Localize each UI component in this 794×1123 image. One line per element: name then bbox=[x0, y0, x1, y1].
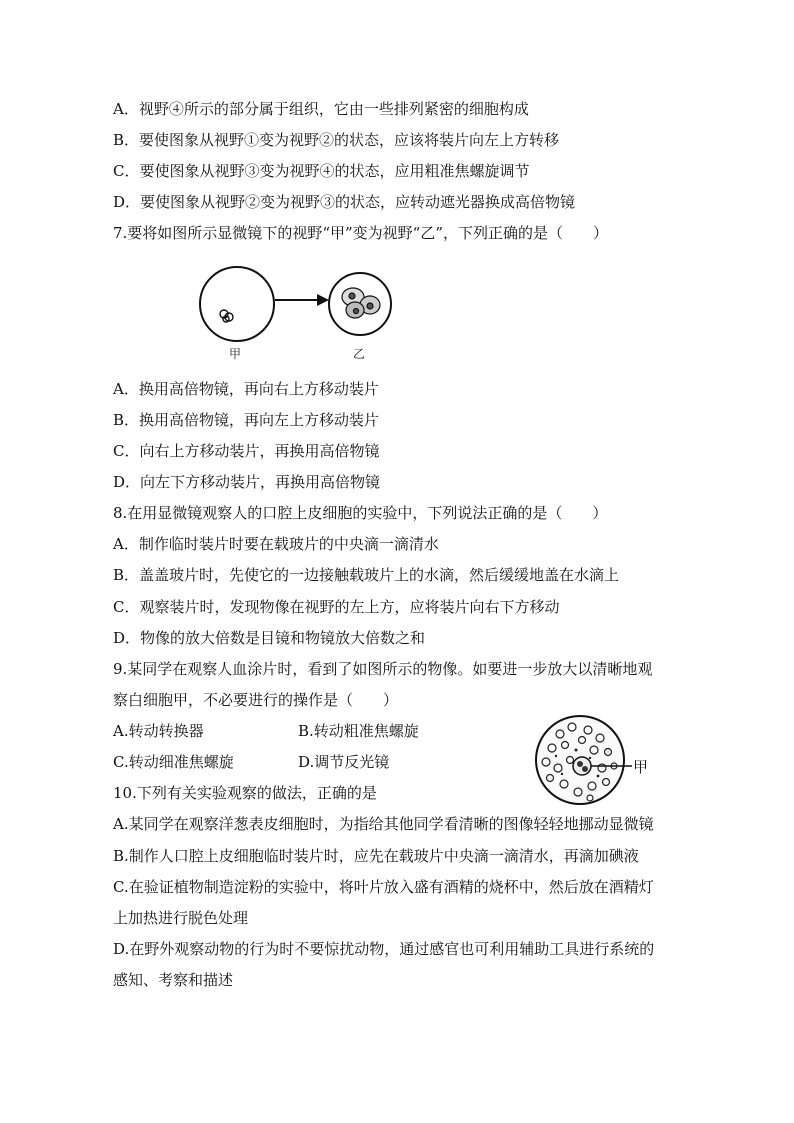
q6-option-a: A．视野④所示的部分属于组织，它由一些排列紧密的细胞构成 bbox=[113, 100, 529, 118]
q8-stem: 8.在用显微镜观察人的口腔上皮细胞的实验中，下列说法正确的是（ ） bbox=[113, 504, 608, 522]
q7-stem: 7.要将如图所示显微镜下的视野“甲”变为视野“乙”，下列正确的是（ ） bbox=[113, 224, 608, 242]
q10-option-c: C.在验证植物制造淀粉的实验中，将叶片放入盛有酒精的烧杯中，然后放在酒精灯 bbox=[113, 878, 654, 896]
q6-option-c: C．要使图象从视野③变为视野④的状态，应用粗准焦螺旋调节 bbox=[113, 162, 530, 180]
q6-option-b: B．要使图象从视野①变为视野②的状态，应该将装片向左上方转移 bbox=[113, 131, 560, 149]
q10-option-d-cont: 感知、考察和描述 bbox=[113, 971, 234, 989]
q10-option-c-cont: 上加热进行脱色处理 bbox=[113, 909, 249, 927]
white-blood-cell-jia bbox=[573, 757, 591, 775]
q9-options-row2 bbox=[113, 752, 390, 772]
arrow-head bbox=[317, 294, 329, 306]
q7-option-b: B．换用高倍物镜，再向左上方移动装片 bbox=[113, 411, 380, 429]
q7-figure bbox=[195, 262, 405, 362]
q9-option-b: B.转动粗准焦螺旋 bbox=[298, 722, 419, 740]
q9-options-row1 bbox=[113, 721, 419, 741]
q9-stem-line2: 察白细胞甲，不必要进行的操作是（ ） bbox=[113, 691, 399, 709]
q8-option-b: B．盖盖玻片时，先使它的一边接触载玻片上的水滴，然后缓缓地盖在水滴上 bbox=[113, 566, 620, 584]
q9-option-d: D.调节反光镜 bbox=[298, 753, 390, 771]
q8-option-c: C．观察装片时，发现物像在视野的左上方，应将装片向右下方移动 bbox=[113, 598, 560, 616]
q10-option-b: B.制作人口腔上皮细胞临时装片时，应先在载玻片中央滴一滴清水，再滴加碘液 bbox=[113, 847, 639, 865]
q9-option-c: C.转动细准焦螺旋 bbox=[113, 753, 234, 771]
q10-option-a: A.某同学在观察洋葱表皮细胞时，为指给其他同学看清晰的图像轻轻地挪动显微镜 bbox=[113, 815, 654, 833]
field-jia-circle bbox=[200, 267, 274, 341]
q6-option-d: D．要使图象从视野②变为视野③的状态，应转动遮光器换成高倍物镜 bbox=[113, 193, 576, 211]
q8-option-a: A．制作临时装片时要在载玻片的中央滴一滴清水 bbox=[113, 535, 439, 553]
q7-option-d: D．向左下方移动装片，再换用高倍物镜 bbox=[113, 473, 381, 491]
figure-label-jia: 甲 bbox=[229, 347, 242, 361]
q7-option-c: C．向右上方移动装片，再换用高倍物镜 bbox=[113, 442, 380, 460]
figure-label-yi: 乙 bbox=[353, 347, 366, 361]
q9-blood-smear-figure bbox=[532, 712, 657, 808]
q9-option-a: A.转动转换器 bbox=[113, 722, 204, 740]
q8-option-d: D．物像的放大倍数是目镜和物镜放大倍数之和 bbox=[113, 629, 426, 647]
q9-stem-line1: 9.某同学在观察人血涂片时，看到了如图所示的物像。如要进一步放大以清晰地观 bbox=[113, 660, 653, 678]
q10-option-d: D.在野外观察动物的行为时不要惊扰动物，通过感官也可利用辅助工具进行系统的 bbox=[113, 940, 655, 958]
q7-option-a: A．换用高倍物镜，再向右上方移动装片 bbox=[113, 380, 379, 398]
field-jia-cells bbox=[220, 310, 233, 322]
figure-label-jia-q9: 甲 bbox=[633, 758, 649, 776]
field-yi-cells bbox=[342, 288, 380, 318]
q10-stem: 10.下列有关实验观察的做法，正确的是 bbox=[113, 784, 377, 802]
